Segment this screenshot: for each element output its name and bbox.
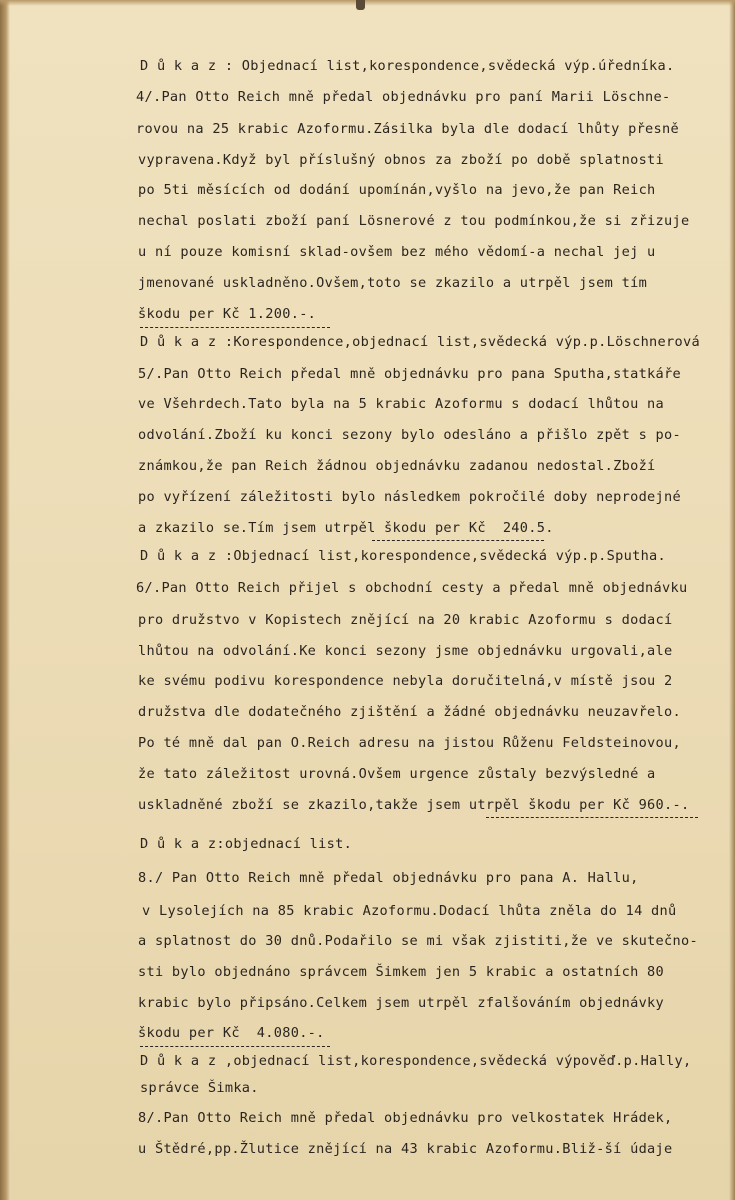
doc-line-2: 4/.Pan Otto Reich mně předal objednávku pro paní Marii Löschne- [136, 89, 671, 105]
separator-rule [486, 817, 698, 818]
separator-rule [372, 540, 544, 541]
doc-line-33: D ů k a z ,objednací list,korespondence,svědecká výpověď.p.Hally, [140, 1053, 692, 1069]
doc-line-20: lhůtou na odvolání.Ke konci sezony jsme objednávku urgovali,ale [138, 643, 673, 659]
doc-line-4: vypravena.Když byl příslušný obnos za zboží po době splatnosti [138, 152, 665, 168]
paper-top-edge [0, 0, 735, 6]
doc-line-15: po vyřízení záležitosti bylo následkem pokročilé doby neprodejné [138, 489, 681, 505]
doc-line-29: a splatnost do 30 dnů.Podařilo se mi však zjistiti,že ve skutečno- [138, 933, 698, 949]
doc-line-25: uskladněné zboží se zkazilo,takže jsem utrpěl škodu per Kč 960.-. [138, 797, 690, 813]
doc-line-27: 8./ Pan Otto Reich mně předal objednávku pro pana A. Hallu, [138, 870, 639, 886]
paper-left-edge [0, 0, 10, 1200]
doc-line-7: u ní pouze komisní sklad-ovšem bez mého vědomí-a nechal jej u [138, 244, 656, 260]
doc-line-6: nechal poslati zboží paní Lösnerové z tou podmínkou,že si zřizuje [138, 213, 690, 229]
doc-line-22: družstva dle dodatečného zjištění a žádné objednávku neuzavřelo. [138, 704, 681, 720]
doc-line-36: u Štědré,pp.Žlutice znějící na 43 krabic Azoformu.Bliž-ší údaje [138, 1141, 673, 1157]
doc-line-34: správce Šimka. [140, 1080, 259, 1096]
doc-line-8: jmenované uskladněno.Ovšem,toto se zkazilo a utrpěl jsem tím [138, 275, 648, 291]
doc-line-24: že tato záležitost urovná.Ovšem urgence zůstaly bezvýsledné a [138, 766, 656, 782]
doc-line-1: D ů k a z : Objednací list,korespondence,svědecká výp.úředníka. [140, 58, 675, 74]
doc-line-31: krabic bylo připsáno.Celkem jsem utrpěl zfalšováním objednávky [138, 995, 665, 1011]
doc-line-16: a zkazilo se.Tím jsem utrpěl škodu per Kč 240.5. [138, 520, 554, 536]
doc-line-32: škodu per Kč 4.080.-. [138, 1025, 325, 1041]
doc-line-5: po 5ti měsících od dodání upomínán,vyšlo na jevo,že pan Reich [138, 182, 656, 198]
doc-line-19: pro družstvo v Kopistech znějící na 20 krabic Azoformu s dodací [138, 612, 673, 628]
doc-line-21: ke svému podivu korespondence nebyla doručitelná,v místě jsou 2 [138, 673, 673, 689]
doc-line-23: Po té mně dal pan O.Reich adresu na jistou Růženu Feldsteinovou, [138, 735, 681, 751]
doc-line-12: ve Všehrdech.Tato byla na 5 krabic Azoformu s dodací lhůtou na [138, 396, 665, 412]
doc-line-30: sti bylo objednáno správcem Šimkem jen 5 krabic a ostatních 80 [138, 964, 665, 980]
punch-hole [356, 0, 365, 10]
doc-line-26: D ů k a z:objednací list. [140, 836, 353, 852]
doc-line-17: D ů k a z :Objednací list,korespondence,svědecká výp.p.Sputha. [140, 548, 667, 564]
doc-line-3: rovou na 25 krabic Azoformu.Zásilka byla dle dodací lhůty přesně [136, 121, 679, 137]
doc-line-11: 5/.Pan Otto Reich předal mně objednávku pro pana Sputha,statkáře [138, 366, 681, 382]
separator-rule [140, 327, 330, 328]
doc-line-35: 8/.Pan Otto Reich mně předal objednávku pro velkostatek Hrádek, [138, 1110, 673, 1126]
doc-line-13: odvolání.Zboží ku konci sezony bylo odesláno a přišlo zpět s po- [138, 427, 681, 443]
doc-line-28: v Lysolejích na 85 krabic Azoformu.Dodací lhůta zněla do 14 dnů [142, 903, 677, 919]
paper-right-edge [729, 0, 735, 1200]
doc-line-9: škodu per Kč 1.200.-. [138, 306, 317, 322]
doc-line-18: 6/.Pan Otto Reich přijel s obchodní cesty a předal mně objednávku [136, 580, 688, 596]
doc-line-10: D ů k a z :Korespondence,objednací list,svědecká výp.p.Löschnerová [140, 334, 700, 350]
doc-line-14: známkou,že pan Reich žádnou objednávku zadanou nedostal.Zboží [138, 458, 656, 474]
separator-rule [140, 1046, 330, 1047]
